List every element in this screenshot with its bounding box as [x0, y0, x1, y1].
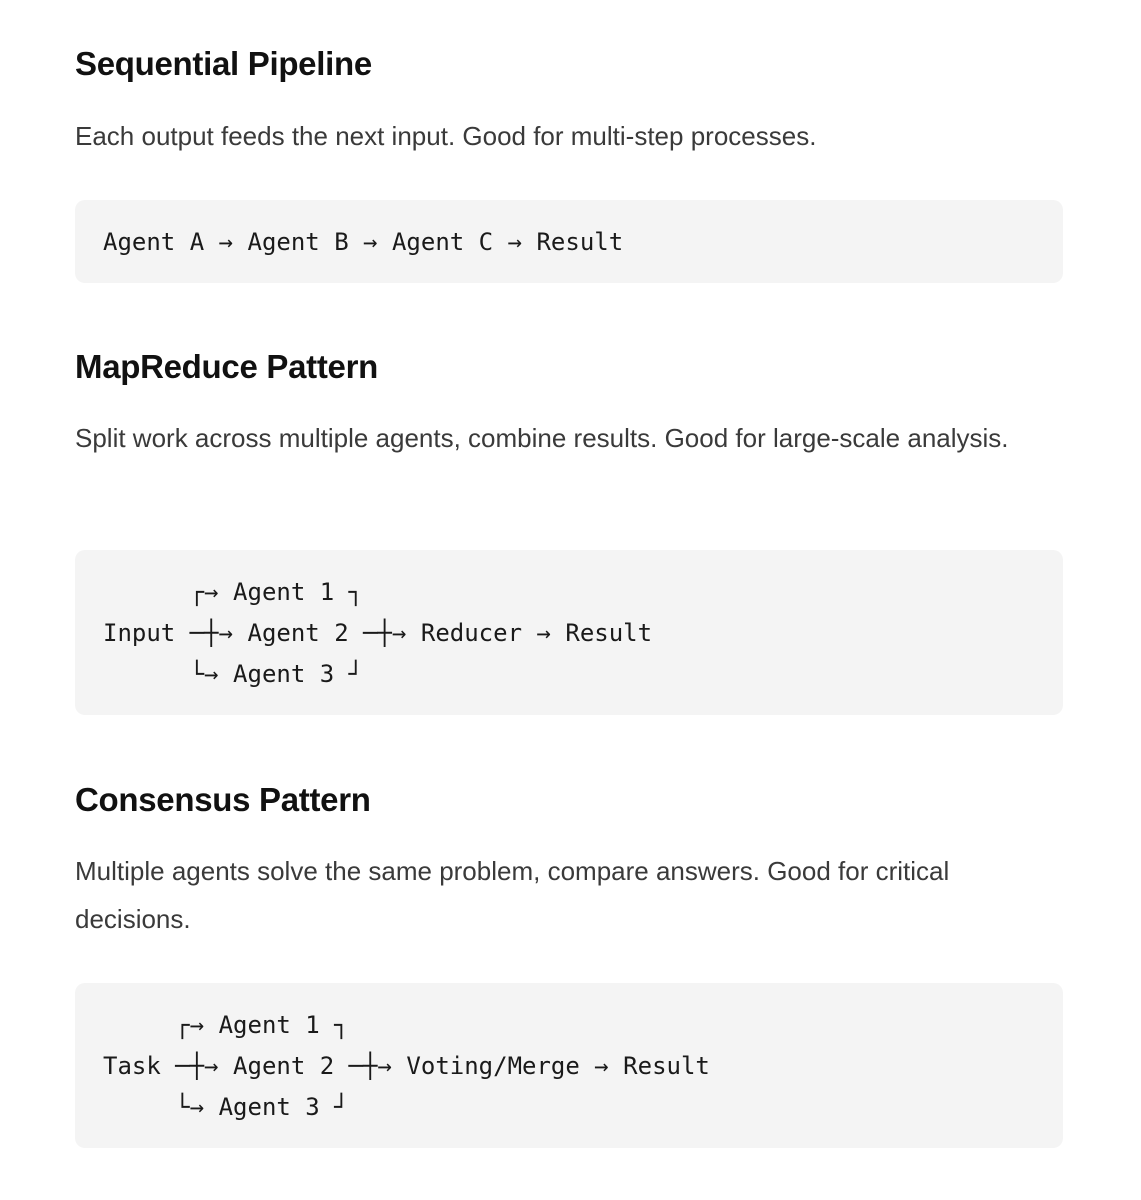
code-line: Task ─┼→ Agent 2 ─┼→ Voting/Merge → Result — [103, 1052, 710, 1080]
section-description: Split work across multiple agents, combine results. Good for large-scale analysis. — [75, 423, 1009, 453]
code-line: └→ Agent 3 ┘ — [103, 1093, 349, 1121]
code-line: ┌→ Agent 1 ┐ — [103, 578, 364, 606]
section-heading: Sequential Pipeline — [75, 45, 372, 82]
code-line: ┌→ Agent 1 ┐ — [103, 1011, 349, 1039]
code-line: Input ─┼→ Agent 2 ─┼→ Reducer → Result — [103, 619, 653, 647]
code-line: └→ Agent 3 ┘ — [103, 660, 364, 688]
section-heading: MapReduce Pattern — [75, 348, 378, 385]
code-line: Agent A → Agent B → Agent C → Result — [103, 228, 624, 256]
section-description: Multiple agents solve the same problem, compare answers. Good for critical decisions. — [75, 856, 950, 934]
code-block — [75, 550, 1063, 715]
code-block — [75, 983, 1063, 1148]
section-heading: Consensus Pattern — [75, 781, 371, 818]
section-description: Each output feeds the next input. Good for multi-step processes. — [75, 121, 817, 151]
code-block — [75, 200, 1063, 283]
